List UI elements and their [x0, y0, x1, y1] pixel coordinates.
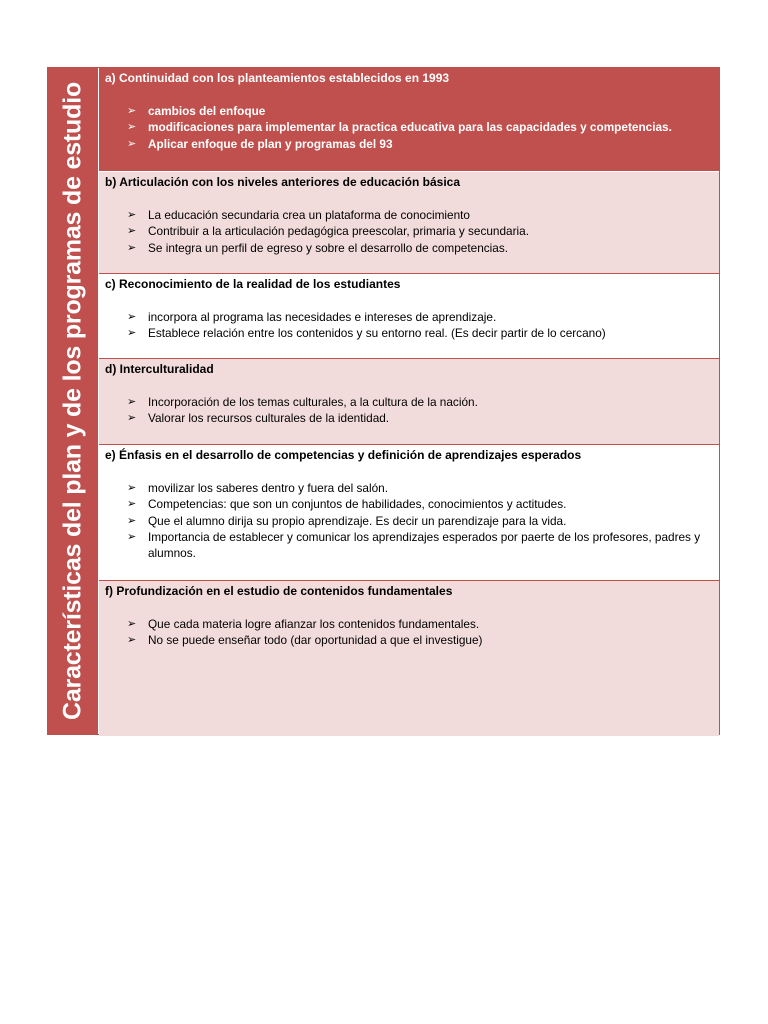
- list-item: [127, 410, 713, 426]
- list-item-text: Importancia de establecer y comunicar los aprendizajes esperados por paerte de los profesores, padres y alumnos.: [148, 529, 701, 561]
- side-title: Características del plan y de los programas de estudio: [58, 81, 87, 721]
- list-item: [127, 119, 713, 135]
- arrow-bullet-icon: ➢: [127, 241, 137, 254]
- list-item-text: La educación secundaria crea un plataforma de conocimiento: [148, 208, 470, 222]
- list-item-text: Que el alumno dirija su propio aprendizaje. Es decir un parendizaje para la vida.: [148, 513, 567, 528]
- section-b: [99, 172, 719, 274]
- list-item-text: Contribuir a la articulación pedagógica preescolar, primaria y secundaria.: [148, 224, 529, 239]
- arrow-bullet-icon: ➢: [127, 412, 137, 425]
- section-heading: d) Interculturalidad: [105, 362, 214, 376]
- section-d: [99, 359, 719, 445]
- arrow-bullet-icon: ➢: [127, 225, 137, 238]
- arrow-bullet-icon: ➢: [127, 634, 137, 647]
- section-f: [99, 581, 719, 736]
- section-heading: a) Continuidad con los planteamientos establecidos en 1993: [105, 71, 450, 85]
- arrow-bullet-icon: ➢: [127, 137, 137, 150]
- list-item-text: Incorporación de los temas culturales, a la cultura de la nación.: [148, 395, 478, 409]
- bullet-list: [105, 616, 713, 649]
- list-item: [127, 223, 713, 239]
- list-item: [127, 632, 713, 648]
- arrow-bullet-icon: ➢: [127, 482, 137, 494]
- section-heading: f) Profundización en el estudio de contenidos fundamentales: [105, 584, 453, 598]
- bullet-list: [105, 309, 713, 342]
- list-item: [127, 240, 713, 256]
- side-title-cell: [48, 68, 99, 734]
- list-item-text: Establece relación entre los contenidos y su entorno real. (Es decir partir de lo cercano): [148, 326, 606, 341]
- list-item-text: movilizar los saberes dentro y fuera del salón.: [148, 481, 388, 495]
- arrow-bullet-icon: ➢: [127, 530, 137, 543]
- list-item: [127, 103, 713, 119]
- list-item: [127, 529, 713, 562]
- list-item-text: Competencias: que son un conjuntos de habilidades, conocimientos y actitudes.: [148, 497, 567, 512]
- arrow-bullet-icon: ➢: [127, 209, 137, 221]
- list-item-text: Valorar los recursos culturales de la identidad.: [148, 411, 390, 426]
- list-item: [127, 325, 713, 341]
- bullet-list: [105, 480, 713, 561]
- arrow-bullet-icon: ➢: [127, 396, 137, 408]
- list-item: [127, 136, 713, 152]
- characteristics-table: [47, 67, 720, 735]
- bullet-list: [105, 394, 713, 427]
- arrow-bullet-icon: ➢: [127, 311, 137, 323]
- list-item-text: No se puede enseñar todo (dar oportunidad a que el investigue): [148, 633, 483, 648]
- arrow-bullet-icon: ➢: [127, 618, 137, 630]
- section-heading: e) Énfasis en el desarrollo de competencias y definición de aprendizajes esperados: [105, 448, 582, 462]
- sections-column: [99, 68, 719, 734]
- list-item-text: modificaciones para implementar la practica educativa para las capacidades y competencias.: [148, 120, 672, 135]
- list-item: [127, 496, 713, 512]
- list-item: [127, 207, 713, 223]
- bullet-list: [105, 103, 713, 152]
- arrow-bullet-icon: ➢: [127, 514, 137, 527]
- arrow-bullet-icon: ➢: [127, 498, 137, 511]
- list-item: [127, 513, 713, 529]
- list-item: [127, 616, 713, 632]
- list-item-text: Que cada materia logre afianzar los contenidos fundamentales.: [148, 617, 480, 631]
- list-item-text: Aplicar enfoque de plan y programas del 93: [148, 136, 393, 151]
- arrow-bullet-icon: ➢: [127, 327, 137, 340]
- section-heading: c) Reconocimiento de la realidad de los estudiantes: [105, 277, 401, 291]
- bullet-list: [105, 207, 713, 256]
- section-a: [99, 68, 719, 172]
- list-item-text: Se integra un perfil de egreso y sobre el desarrollo de competencias.: [148, 240, 509, 255]
- list-item: [127, 394, 713, 410]
- section-c: [99, 274, 719, 359]
- list-item: [127, 309, 713, 325]
- section-heading: b) Articulación con los niveles anteriores de educación básica: [105, 175, 461, 189]
- arrow-bullet-icon: ➢: [127, 105, 137, 117]
- section-e: [99, 445, 719, 581]
- list-item-text: incorpora al programa las necesidades e intereses de aprendizaje.: [148, 310, 497, 324]
- list-item-text: cambios del enfoque: [148, 104, 266, 118]
- list-item: [127, 480, 713, 496]
- arrow-bullet-icon: ➢: [127, 121, 137, 134]
